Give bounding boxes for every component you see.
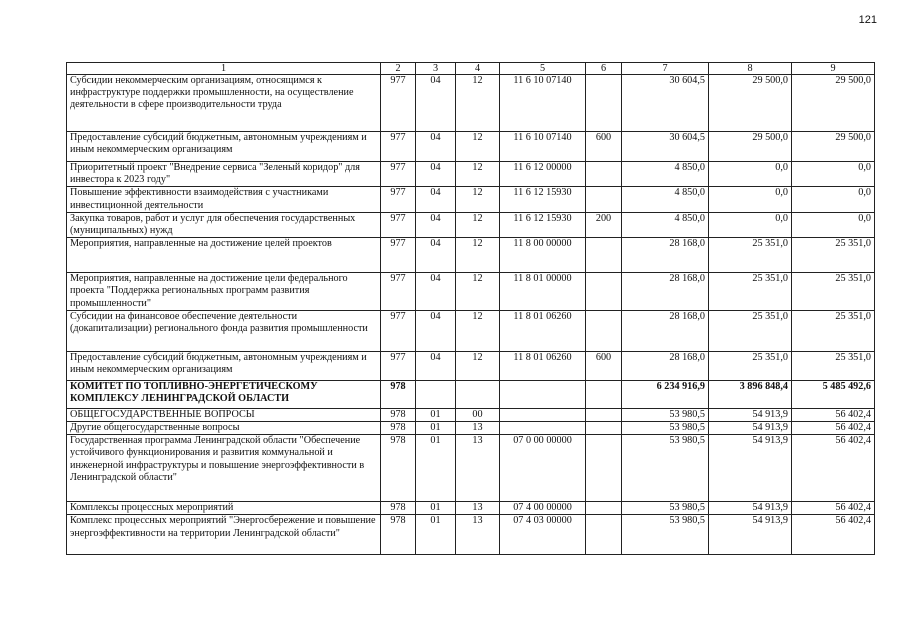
budget-table	[66, 62, 875, 555]
target-article-cell: 11 8 00 00000	[500, 238, 586, 273]
column-header: 4	[456, 63, 500, 75]
target-article-cell	[500, 408, 586, 421]
amount-year3-cell: 56 402,4	[792, 515, 875, 555]
amount-year1-cell: 53 980,5	[622, 515, 709, 555]
table-row	[67, 162, 875, 187]
amount-year2-cell: 54 913,9	[709, 435, 792, 502]
grbs-cell: 978	[381, 515, 416, 555]
table-header-row	[67, 63, 875, 75]
table-row	[67, 380, 875, 408]
amount-year1-cell: 53 980,5	[622, 422, 709, 435]
column-header: 7	[622, 63, 709, 75]
amount-year3-cell: 25 351,0	[792, 310, 875, 351]
target-article-cell: 11 8 01 06260	[500, 310, 586, 351]
section-cell: 01	[416, 408, 456, 421]
expense-type-cell	[586, 502, 622, 515]
amount-year1-cell: 28 168,0	[622, 273, 709, 311]
grbs-cell: 978	[381, 380, 416, 408]
amount-year3-cell: 0,0	[792, 212, 875, 237]
target-article-cell: 11 8 01 00000	[500, 273, 586, 311]
subsection-cell: 12	[456, 273, 500, 311]
row-name-cell: Субсидии на финансовое обеспечение деятельности (докапитализации) регионального фонда развития промышленности	[67, 310, 381, 351]
section-cell: 04	[416, 212, 456, 237]
expense-type-cell	[586, 75, 622, 132]
amount-year2-cell: 25 351,0	[709, 351, 792, 380]
grbs-cell: 977	[381, 75, 416, 132]
table-row	[67, 75, 875, 132]
row-name-cell: ОБЩЕГОСУДАРСТВЕННЫЕ ВОПРОСЫ	[67, 408, 381, 421]
amount-year2-cell: 25 351,0	[709, 273, 792, 311]
table-row	[67, 310, 875, 351]
amount-year1-cell: 28 168,0	[622, 310, 709, 351]
amount-year1-cell: 30 604,5	[622, 132, 709, 162]
section-cell: 04	[416, 75, 456, 132]
expense-type-cell	[586, 408, 622, 421]
grbs-cell: 977	[381, 162, 416, 187]
expense-type-cell: 600	[586, 132, 622, 162]
target-article-cell: 11 6 10 07140	[500, 75, 586, 132]
grbs-cell: 977	[381, 187, 416, 212]
amount-year1-cell: 53 980,5	[622, 502, 709, 515]
amount-year2-cell: 54 913,9	[709, 515, 792, 555]
row-name-cell: Субсидии некоммерческим организациям, относящимся к инфраструктуре поддержки промышленности, на осуществление деятельности в сфере производительности труда	[67, 75, 381, 132]
target-article-cell: 07 4 03 00000	[500, 515, 586, 555]
section-cell: 04	[416, 238, 456, 273]
amount-year2-cell: 29 500,0	[709, 75, 792, 132]
row-name-cell: Закупка товаров, работ и услуг для обеспечения государственных (муниципальных) нужд	[67, 212, 381, 237]
target-article-cell: 07 4 00 00000	[500, 502, 586, 515]
subsection-cell: 00	[456, 408, 500, 421]
column-header: 9	[792, 63, 875, 75]
row-name-cell: Комплексы процессных мероприятий	[67, 502, 381, 515]
subsection-cell: 13	[456, 422, 500, 435]
amount-year1-cell: 53 980,5	[622, 408, 709, 421]
target-article-cell: 07 0 00 00000	[500, 435, 586, 502]
expense-type-cell	[586, 310, 622, 351]
column-header: 8	[709, 63, 792, 75]
section-cell: 04	[416, 273, 456, 311]
amount-year2-cell: 29 500,0	[709, 132, 792, 162]
section-cell: 04	[416, 351, 456, 380]
grbs-cell: 978	[381, 435, 416, 502]
row-name-cell: Мероприятия, направленные на достижение целей проектов	[67, 238, 381, 273]
table-row	[67, 273, 875, 311]
column-header: 1	[67, 63, 381, 75]
amount-year1-cell: 6 234 916,9	[622, 380, 709, 408]
subsection-cell: 13	[456, 515, 500, 555]
section-cell: 01	[416, 435, 456, 502]
table-row	[67, 351, 875, 380]
subsection-cell	[456, 380, 500, 408]
expense-type-cell	[586, 435, 622, 502]
grbs-cell: 978	[381, 408, 416, 421]
target-article-cell: 11 6 12 15930	[500, 187, 586, 212]
section-cell: 01	[416, 422, 456, 435]
table-row	[67, 435, 875, 502]
subsection-cell: 12	[456, 351, 500, 380]
section-cell: 04	[416, 187, 456, 212]
row-name-cell: Предоставление субсидий бюджетным, автономным учреждениям и иным некоммерческим организациям	[67, 132, 381, 162]
grbs-cell: 977	[381, 310, 416, 351]
target-article-cell: 11 6 12 00000	[500, 162, 586, 187]
expense-type-cell: 600	[586, 351, 622, 380]
amount-year3-cell: 25 351,0	[792, 351, 875, 380]
section-cell: 04	[416, 162, 456, 187]
expense-type-cell: 200	[586, 212, 622, 237]
grbs-cell: 977	[381, 273, 416, 311]
amount-year3-cell: 25 351,0	[792, 273, 875, 311]
target-article-cell	[500, 380, 586, 408]
section-cell: 04	[416, 132, 456, 162]
amount-year3-cell: 56 402,4	[792, 422, 875, 435]
section-cell: 04	[416, 310, 456, 351]
column-header: 2	[381, 63, 416, 75]
row-name-cell: Государственная программа Ленинградской области "Обеспечение устойчивого функционирования и развития коммунальной и инженерной инфраструктуры и повышение энергоэффективности в Ленинградской области"	[67, 435, 381, 502]
amount-year3-cell: 56 402,4	[792, 408, 875, 421]
expense-type-cell	[586, 422, 622, 435]
row-name-cell: Комплекс процессных мероприятий "Энергосбережение и повышение энергоэффективности на территории Ленинградской области"	[67, 515, 381, 555]
page-number: 121	[858, 14, 877, 26]
subsection-cell: 12	[456, 162, 500, 187]
amount-year1-cell: 28 168,0	[622, 238, 709, 273]
table-row	[67, 422, 875, 435]
amount-year1-cell: 30 604,5	[622, 75, 709, 132]
table-row	[67, 187, 875, 212]
amount-year3-cell: 5 485 492,6	[792, 380, 875, 408]
table-row	[67, 212, 875, 237]
target-article-cell: 11 6 12 15930	[500, 212, 586, 237]
table-row	[67, 408, 875, 421]
target-article-cell: 11 8 01 06260	[500, 351, 586, 380]
amount-year1-cell: 4 850,0	[622, 162, 709, 187]
amount-year2-cell: 54 913,9	[709, 502, 792, 515]
column-header: 3	[416, 63, 456, 75]
grbs-cell: 978	[381, 502, 416, 515]
section-cell	[416, 380, 456, 408]
expense-type-cell	[586, 273, 622, 311]
amount-year2-cell: 25 351,0	[709, 310, 792, 351]
amount-year1-cell: 4 850,0	[622, 187, 709, 212]
table-row	[67, 515, 875, 555]
amount-year3-cell: 0,0	[792, 162, 875, 187]
amount-year1-cell: 53 980,5	[622, 435, 709, 502]
amount-year3-cell: 0,0	[792, 187, 875, 212]
amount-year3-cell: 29 500,0	[792, 75, 875, 132]
expense-type-cell	[586, 162, 622, 187]
expense-type-cell	[586, 238, 622, 273]
grbs-cell: 977	[381, 212, 416, 237]
expense-type-cell	[586, 515, 622, 555]
amount-year2-cell: 0,0	[709, 187, 792, 212]
section-cell: 01	[416, 502, 456, 515]
row-name-cell: Повышение эффективности взаимодействия с участниками инвестиционной деятельности	[67, 187, 381, 212]
table-row	[67, 238, 875, 273]
subsection-cell: 13	[456, 435, 500, 502]
amount-year3-cell: 56 402,4	[792, 435, 875, 502]
amount-year1-cell: 4 850,0	[622, 212, 709, 237]
expense-type-cell	[586, 187, 622, 212]
amount-year2-cell: 3 896 848,4	[709, 380, 792, 408]
subsection-cell: 12	[456, 75, 500, 132]
amount-year2-cell: 0,0	[709, 212, 792, 237]
target-article-cell: 11 6 10 07140	[500, 132, 586, 162]
table-row	[67, 502, 875, 515]
grbs-cell: 977	[381, 238, 416, 273]
row-name-cell: Другие общегосударственные вопросы	[67, 422, 381, 435]
row-name-cell: Предоставление субсидий бюджетным, автономным учреждениям и иным некоммерческим организациям	[67, 351, 381, 380]
row-name-cell: Мероприятия, направленные на достижение цели федерального проекта "Поддержка региональных программ развития промышленности"	[67, 273, 381, 311]
subsection-cell: 12	[456, 238, 500, 273]
amount-year2-cell: 0,0	[709, 162, 792, 187]
section-cell: 01	[416, 515, 456, 555]
column-header: 5	[500, 63, 586, 75]
amount-year3-cell: 25 351,0	[792, 238, 875, 273]
subsection-cell: 12	[456, 310, 500, 351]
subsection-cell: 13	[456, 502, 500, 515]
table-row	[67, 132, 875, 162]
row-name-cell: Приоритетный проект "Внедрение сервиса "Зеленый коридор" для инвестора к 2023 году"	[67, 162, 381, 187]
column-header: 6	[586, 63, 622, 75]
subsection-cell: 12	[456, 212, 500, 237]
row-name-cell: КОМИТЕТ ПО ТОПЛИВНО-ЭНЕРГЕТИЧЕСКОМУ КОМПЛЕКСУ ЛЕНИНГРАДСКОЙ ОБЛАСТИ	[67, 380, 381, 408]
amount-year1-cell: 28 168,0	[622, 351, 709, 380]
subsection-cell: 12	[456, 187, 500, 212]
amount-year3-cell: 56 402,4	[792, 502, 875, 515]
target-article-cell	[500, 422, 586, 435]
amount-year2-cell: 25 351,0	[709, 238, 792, 273]
grbs-cell: 978	[381, 422, 416, 435]
expense-type-cell	[586, 380, 622, 408]
amount-year2-cell: 54 913,9	[709, 408, 792, 421]
subsection-cell: 12	[456, 132, 500, 162]
grbs-cell: 977	[381, 351, 416, 380]
grbs-cell: 977	[381, 132, 416, 162]
amount-year3-cell: 29 500,0	[792, 132, 875, 162]
amount-year2-cell: 54 913,9	[709, 422, 792, 435]
